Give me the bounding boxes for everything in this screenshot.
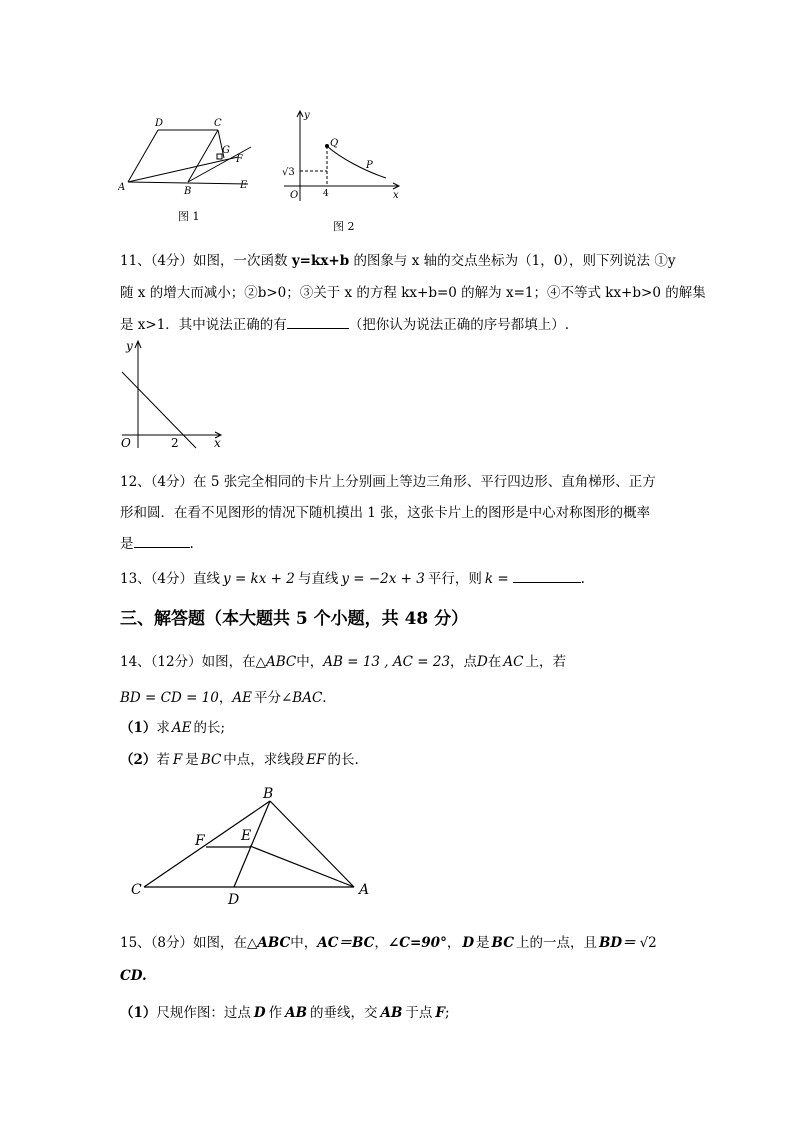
q15-text: 的垂线，交 [310, 1005, 378, 1021]
q12-text: . [189, 536, 194, 552]
fig1-label-a: A [118, 182, 126, 193]
q11-graph-x: x [214, 436, 221, 450]
q14-figure [128, 786, 378, 908]
fig1-label-f: F [236, 154, 243, 165]
q15-text: ， [374, 935, 388, 951]
fig2-caption: 图 2 [333, 220, 355, 233]
q12-line-3 [120, 532, 194, 552]
fig2-label-y: y [304, 110, 310, 121]
q15-text: ， [446, 935, 461, 951]
q11-graph-y: y [126, 339, 133, 353]
q13-text: . [580, 571, 585, 587]
q14-sub-2 [120, 748, 359, 768]
fig2-label-p: P [366, 160, 373, 171]
fig1-label-c: C [214, 118, 222, 129]
q14-number: 14、 [120, 654, 151, 670]
fig1-label-g: G [222, 145, 230, 156]
q15-text: 尺规作图：过点 [156, 1005, 251, 1021]
q14-fig-label-f: F [195, 833, 205, 849]
q14-text: 平分 [253, 690, 281, 706]
q14-text: 上，若 [525, 654, 566, 670]
q12-line-2: 形和圆．在看不见图形的情况下随机摸出 1 张，这张卡片上的图形是中心对称图形的概率 [120, 505, 651, 521]
q14-line-2 [120, 686, 327, 706]
q14-fig-label-a: A [359, 882, 370, 898]
q15-line-2: CD. [120, 968, 147, 984]
fig2-label-4: 4 [323, 189, 329, 199]
q12-text: 在 5 张完全相同的卡片上分别画上等边三角形、平行四边形、直角梯形、正方 [193, 474, 656, 490]
q15-text: 作 [268, 1005, 283, 1021]
q13-equation-2: y = −2x + 3 [341, 571, 425, 587]
q14-angle: ∠BAC [280, 690, 323, 706]
q14-text: 是 [185, 752, 199, 768]
q11-graph-2: 2 [171, 436, 179, 450]
q11-graph-o: O [121, 436, 131, 450]
q14-condition-2: BD = CD = 10 [120, 690, 219, 706]
q13-score: （4分） [150, 571, 194, 587]
figure-2 [280, 106, 405, 206]
q13-answer-blank[interactable] [513, 568, 581, 583]
q14-text: 中， [296, 654, 324, 670]
fig2-label-o: O [290, 190, 299, 201]
q14-fig-label-d: D [228, 892, 240, 908]
q12-answer-blank[interactable] [134, 533, 190, 548]
q15-text: 如图，在 [193, 935, 248, 951]
q11-function: y=kx+b [291, 253, 350, 269]
q15-angle: ∠C=90° [387, 935, 447, 951]
q12-number: 12、 [120, 474, 151, 490]
q14-text: 的长. [327, 752, 359, 768]
q13-text: 与直线 [297, 571, 339, 587]
q12-text: 是 [120, 536, 134, 552]
q11-graph [118, 338, 228, 450]
fig2-label-x: x [393, 190, 399, 201]
q13-k: k = [484, 571, 509, 587]
q11-score: （4分） [150, 253, 194, 269]
fig1-caption: 图 1 [178, 210, 200, 223]
q15-segment-bc: BC [491, 935, 514, 951]
q15-text: 中， [290, 935, 318, 951]
q14-text: 求 [156, 720, 170, 736]
q15-condition: AC＝BC [317, 935, 375, 951]
q15-sub1-label: （1） [120, 1005, 157, 1021]
q14-text: ， [218, 690, 233, 706]
q11-text: （把你认为说法正确的序号都填上）. [348, 317, 570, 333]
q14-text: 若 [156, 752, 170, 768]
fig1-label-b: B [184, 186, 192, 197]
figure-1 [118, 112, 258, 197]
q14-sub1-label: （1） [120, 720, 157, 736]
q11-answer-blank[interactable] [287, 314, 349, 329]
q11-text: 是 x>1．其中说法正确的有 [120, 317, 287, 333]
q14-text: 中点，求线段 [223, 752, 305, 768]
q15-triangle: △ABC [247, 935, 291, 951]
q13-text: 直线 [193, 571, 221, 587]
q14-text: . [322, 690, 327, 706]
section-3-title: 三、解答题（本大题共 5 个小题，共 48 分） [120, 609, 469, 629]
q15-text: ; [445, 1005, 450, 1021]
q15-segment-ab: AB [380, 1005, 403, 1021]
q15-sqrt2: √2 [639, 935, 657, 951]
q14-segment-ae: AE [232, 690, 252, 706]
q11-number: 11、 [120, 253, 151, 269]
q13-text: 平行，则 [427, 571, 482, 587]
q14-point-f: F [172, 752, 183, 768]
fig2-label-q: Q [330, 138, 339, 149]
q14-text: 在 [487, 654, 502, 670]
q15-point-d: D [462, 935, 475, 951]
q11-text: 的图象与 x 轴的交点坐标为（1，0），则下列说法 ①y [353, 253, 676, 269]
q15-line-1 [120, 931, 657, 951]
q15-segment-ab: AB [285, 1005, 308, 1021]
q13-number: 13、 [120, 571, 151, 587]
q11-line-2: 随 x 的增大而减小；②b>0；③关于 x 的方程 kx+b=0 的解为 x=1；④不等式 kx+b>0 的解集 [120, 285, 706, 301]
q14-line-1 [120, 650, 566, 670]
q14-fig-label-b: B [263, 786, 274, 802]
q15-bd: BD＝ [598, 935, 636, 951]
q14-triangle: △ABC [255, 654, 297, 670]
q14-text: 的长; [193, 720, 226, 736]
q11-text: 如图，一次函数 [193, 253, 288, 269]
q14-score: （12分） [150, 654, 202, 670]
q12-line-1 [120, 470, 656, 490]
fig1-label-d: D [155, 118, 164, 129]
q15-number: 15、 [120, 935, 151, 951]
q14-fig-label-e: E [241, 828, 252, 844]
fig1-label-e: E [240, 180, 248, 191]
q15-point-d: D [253, 1005, 266, 1021]
q11-line-3 [120, 313, 569, 333]
q15-text: 是 [476, 935, 490, 951]
q15-text: 上的一点，且 [515, 935, 597, 951]
q14-text: 如图，在 [201, 654, 256, 670]
q15-score: （8分） [150, 935, 194, 951]
q12-score: （4分） [150, 474, 194, 490]
q15-text: 于点 [405, 1005, 433, 1021]
q15-point-f: F [435, 1005, 445, 1021]
q14-text: ，点 [450, 654, 478, 670]
fig2-label-sqrt3: √3 [282, 167, 295, 178]
q14-segment-ae: AE [171, 720, 192, 736]
q13-line [120, 567, 585, 587]
q11-line-1 [120, 249, 675, 269]
q14-segment-ac: AC [503, 654, 524, 670]
q14-segment-ef: EF [306, 752, 326, 768]
q13-equation-1: y = kx + 2 [223, 571, 295, 587]
q14-condition-1: AB = 13 , AC = 23 [323, 654, 451, 670]
q15-sub-1 [120, 1001, 450, 1021]
q14-segment-bc: BC [200, 752, 222, 768]
q14-sub-1 [120, 716, 225, 736]
q14-point-d: D [477, 654, 488, 670]
q14-sub2-label: （2） [120, 752, 157, 768]
q14-fig-label-c: C [131, 882, 142, 898]
